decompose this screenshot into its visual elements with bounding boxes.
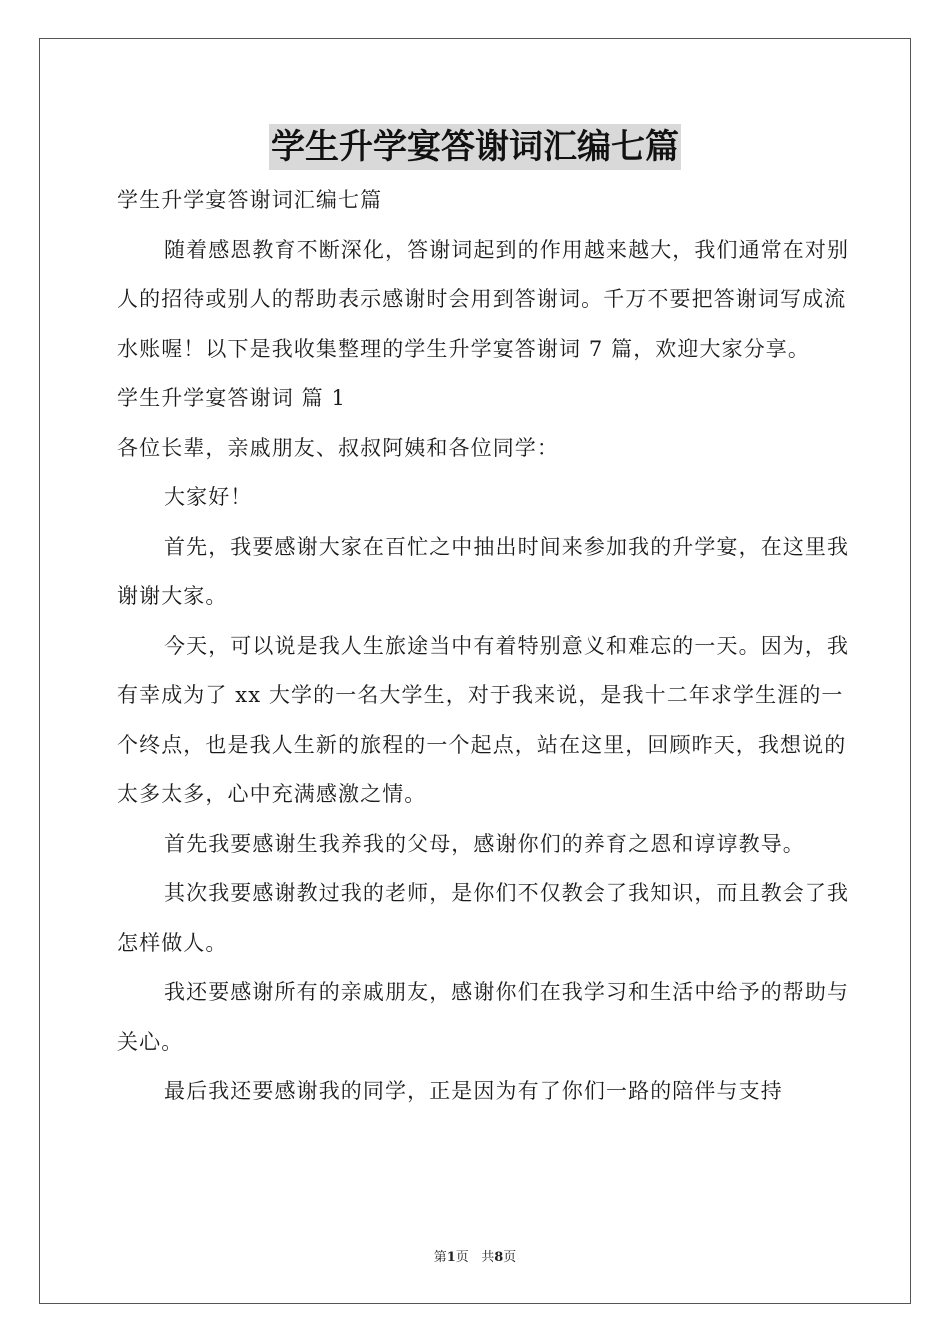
body-paragraph: 我还要感谢所有的亲戚朋友，感谢你们在我学习和生活中给予的帮助与关心。	[117, 980, 850, 1054]
greeting-paragraph: 大家好！	[164, 485, 253, 509]
title-container	[0, 124, 950, 170]
subtitle-paragraph: 学生升学宴答谢词汇编七篇	[117, 188, 383, 212]
total-pages: 8	[494, 1250, 504, 1265]
page-footer	[0, 1246, 950, 1265]
body-paragraph: 今天，可以说是我人生旅途当中有着特别意义和难忘的一天。因为，我有幸成为了 xx 大学的一名大学生，对于我来说，是我十二年求学生涯的一个终点，也是我人生新的旅程的一个起点，站在这里，回顾昨天，我想说的太多太多，心中充满感激之情。	[117, 633, 850, 806]
total-prefix: 共	[481, 1250, 495, 1265]
intro-paragraph: 随着感恩教育不断深化，答谢词起到的作用越来越大，我们通常在对别人的招待或别人的帮助表示感谢时会用到答谢词。千万不要把答谢词写成流水账喔！以下是我收集整理的学生升学宴答谢词 7 篇，欢迎大家分享。	[117, 237, 850, 361]
salutation-paragraph: 各位长辈，亲戚朋友、叔叔阿姨和各位同学：	[117, 435, 559, 460]
total-suffix: 页	[503, 1250, 517, 1265]
page-prefix: 第	[433, 1250, 447, 1265]
document-body	[117, 176, 852, 1117]
page-suffix: 页	[455, 1250, 469, 1265]
body-paragraph: 首先我要感谢生我养我的父母，感谢你们的养育之恩和谆谆教导。	[164, 831, 805, 856]
page-number: 1	[446, 1250, 456, 1265]
section-heading: 学生升学宴答谢词 篇 1	[117, 386, 346, 410]
body-paragraph: 首先，我要感谢大家在百忙之中抽出时间来参加我的升学宴，在这里我谢谢大家。	[117, 534, 850, 608]
body-paragraph: 其次我要感谢教过我的老师，是你们不仅教会了我知识，而且教会了我怎样做人。	[117, 881, 850, 955]
body-paragraph: 最后我还要感谢我的同学，正是因为有了你们一路的陪伴与支持	[164, 1079, 783, 1103]
document-title: 学生升学宴答谢词汇编七篇	[269, 124, 681, 170]
